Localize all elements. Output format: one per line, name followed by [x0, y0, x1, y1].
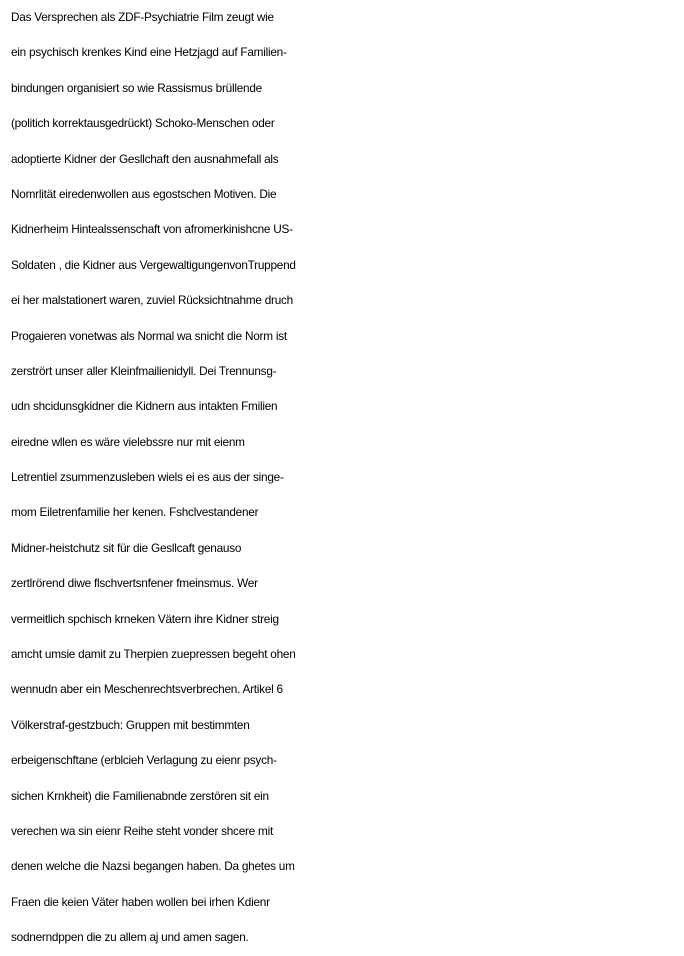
text-line-4: (politich korrektausgedrückt) Schoko-Menschen oder — [11, 116, 275, 131]
text-line-13: eiredne wllen es wäre vielebssre nur mit eienm — [11, 434, 245, 449]
text-line-3: bindungen organisiert so wie Rassismus brüllende — [11, 80, 262, 95]
text-line-6: Nomrlität eiredenwollen aus egostschen Motiven. Die — [11, 186, 277, 201]
text-line-14: Letrentiel zsummenzusleben wiels ei es aus der singe- — [11, 470, 284, 485]
text-line-11: zerstrört unser aller Kleinfmailienidyll. Dei Trennunsg- — [11, 363, 277, 378]
text-line-23: sichen Krnkheit) die Familienabnde zerstören sit ein — [11, 788, 269, 803]
text-line-18: vermeitlich spchisch krneken Vätern ihre Kidner streig — [11, 611, 279, 626]
text-line-10: Progaieren vonetwas als Normal wa snicht die Norm ist — [11, 328, 287, 343]
text-line-15: mom Eiletrenfamilie her kenen. Fshclvestandener — [11, 505, 259, 520]
text-line-19: amcht umsie damit zu Therpien zuepressen begeht ohen — [11, 647, 296, 662]
text-line-5: adoptierte Kidner der Gesllchaft den ausnahmefall als — [11, 151, 279, 166]
text-line-16: Midner-heistchutz sit für die Gesllcaft genauso — [11, 540, 242, 555]
text-line-25: denen welche die Nazsi begangen haben. Da ghetes um — [11, 859, 295, 874]
text-line-9: ei her malstationert waren, zuviel Rücksichtnahme druch — [11, 293, 293, 308]
text-line-20: wennudn aber ein Meschenrechtsverbrechen. Artikel 6 — [11, 682, 283, 697]
text-line-1: Das Versprechen als ZDF-Psychiatrie Film zeugt wie — [11, 10, 274, 24]
text-line-26: Fraen die keien Väter haben wollen bei irhen Kdienr — [11, 894, 270, 909]
text-line-22: erbeigenschftane (erblcieh Verlagung zu eienr psych- — [11, 753, 277, 768]
text-line-7: Kidnerheim Hintealssenschaft von afromerkinishcne US- — [11, 222, 293, 237]
text-line-2: ein psychisch krenkes Kind eine Hetzjagd auf Familien- — [11, 45, 287, 60]
text-line-8: Soldaten , die Kidner aus VergewaltigungenvonTruppend — [11, 257, 296, 272]
document-text — [11, 0, 681, 956]
text-line-21: Völkerstraf-gestzbuch: Gruppen mit bestimmten — [11, 717, 250, 732]
text-line-24: verechen wa sin eienr Reihe steht vonder shcere mit — [11, 823, 273, 838]
text-line-12: udn shcidunsgkidner die Kidnern aus intakten Fmilien — [11, 399, 278, 414]
text-line-17: zertlrörend diwe flschvertsnfener fmeinsmus. Wer — [11, 576, 258, 591]
text-line-27: sodnerndppen die zu allem aj und amen sagen. — [11, 930, 249, 945]
